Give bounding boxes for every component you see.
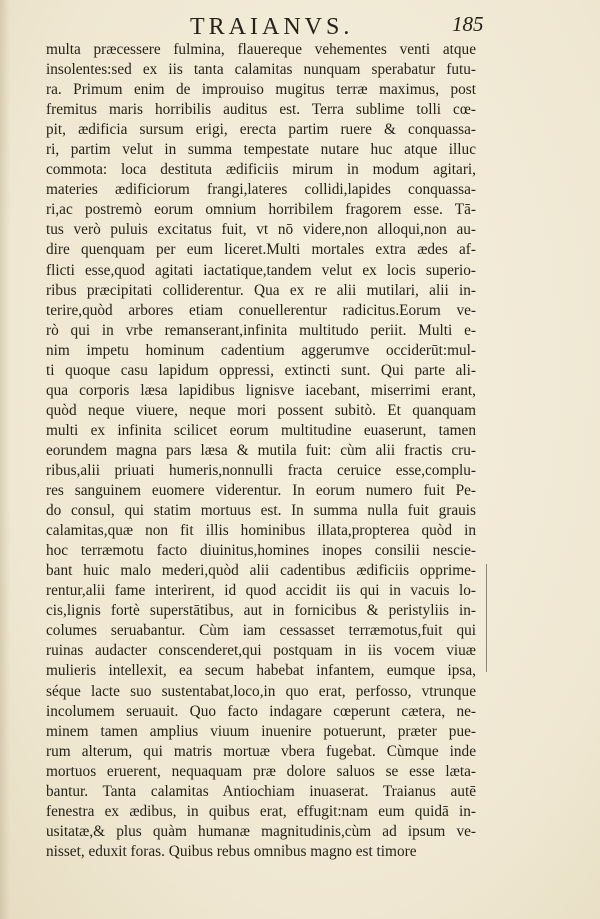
text-line: rum alterum, qui matris mortuæ vbera fugebat. Cùmque inde	[46, 742, 476, 760]
text-line: calamitas,quæ non fit illis hominibus illata,propterea quòd in	[46, 522, 476, 540]
text-line: séque lacte suo sustentabat,loco,in quo erat, perfosso, vtrunque	[46, 682, 476, 700]
text-line: ribus præcipitati colliderentur. Qua ex re alii mutilari, alii in-	[46, 281, 476, 299]
body-text	[46, 40, 476, 862]
text-line: dire quenquam per eum liceret.Multi mortales extra ædes af-	[46, 241, 476, 259]
text-line: fremitus maris horribilis auditus est. Terra sublime tolli cœ-	[46, 101, 476, 119]
text-line: minem tamen amplius viuum inuenire potuerunt, præter pue-	[46, 722, 476, 740]
text-line: nisset, eduxit foras. Quibus rebus omnibus magno est timore	[46, 842, 417, 860]
text-line: nim impetu hominum cadentium aggerumve occiderūt:mul-	[46, 341, 476, 359]
text-line: bant huic malo mederi,quòd alii cadentibus ædificiis opprime-	[46, 562, 476, 580]
text-line: ti quoque casu lapidum oppressi, extincti sunt. Qui parte ali-	[46, 361, 476, 379]
page-header	[0, 10, 600, 44]
text-line: hoc terræmotu facto diuinitus,homines inopes consilii nescie-	[46, 542, 476, 560]
text-line: usitatæ,& plus quàm humanæ magnitudinis,cùm ad ipsum ve-	[46, 822, 476, 840]
text-line: bantur. Tanta calamitas Antiochiam inuaserat. Traianus autē	[46, 782, 476, 800]
text-line: fenestra ex ædibus, in quibus erat, effugit:nam eum quidā in-	[46, 802, 476, 820]
text-line: quòd neque viuere, neque mori possent subitò. Et quanquam	[46, 401, 476, 419]
text-line: ri,ac postremò eorum omnium horribilem fragorem esse. Tā-	[46, 201, 476, 219]
text-line: materies ædificiorum frangi,lateres collidi,lapides conquassa-	[46, 181, 476, 199]
text-line: pit, ædificia sursum erigi, erecta partim ruere & conquassa-	[46, 121, 476, 139]
text-line: ra. Primum enim de improuiso mugitus terræ maximus, post	[46, 81, 476, 99]
text-line: multi ex infinita scilicet eorum multitudine euaserunt, tamen	[46, 421, 476, 439]
text-line: ruinas audacter conscenderet,qui postquam in iis vocem viuæ	[46, 642, 476, 660]
text-line: mortuos eruerent, nequaquam præ dolore saluos se esse læta-	[46, 762, 476, 780]
text-line: ribus,alii priuati humeris,nonnulli fracta ceruice esse,complu-	[46, 461, 476, 479]
text-line: mulieris intellexit, ea secum habebat infantem, eumque ipsa,	[46, 662, 476, 680]
text-line: multa præcessere fulmina, flauereque vehementes venti atque	[46, 41, 476, 58]
text-line: incolumem seruauit. Quo facto indagare cœperunt cætera, ne-	[46, 702, 476, 720]
text-line: do consul, qui statim mortuus est. In summa nulla fuit grauis	[46, 502, 476, 520]
text-line: qua corporis læsa lapidibus lignisve iacebant, miserrimi erant,	[46, 381, 476, 399]
text-line: rò qui in vrbe remanserant,infinita multitudo periit. Multi e-	[46, 321, 476, 339]
text-line: tus verò puluis excitatus fuit, vt nō videre,non alloqui,non au-	[46, 221, 476, 239]
margin-mark	[480, 564, 487, 672]
text-line: commota: loca destituta ædificiis mirum in modum agitari,	[46, 161, 476, 179]
gutter-shadow	[0, 0, 10, 919]
page-number: 185	[452, 12, 484, 36]
text-line: flicti esse,quod agitati iactatique,tandem velut ex locis superio-	[46, 261, 476, 279]
running-title: TRAIANVS.	[190, 14, 354, 40]
text-line: rentur,alii fame interirent, id quod accidit iis qui in vacuis lo-	[46, 582, 476, 600]
text-line: res sanguinem euomere viderentur. In eorum numero fuit Pe-	[46, 482, 476, 500]
text-line: columes seruabantur. Cùm iam cessasset terræmotus,fuit qui	[46, 622, 476, 640]
text-line: terire,quòd arbores etiam conuellerentur radicitus.Eorum ve-	[46, 301, 476, 319]
text-line: insolentes:sed ex iis tanta calamitas nunquam sperabatur futu-	[46, 61, 476, 79]
text-line: eorundem magna pars læsa & mutila fuit: cùm alii fractis cru-	[46, 441, 476, 459]
text-line: cis,lignis fortè superstātibus, aut in fornicibus & peristyliis in-	[46, 602, 476, 620]
text-line: ri, partim velut in summa tempestate nutare huc atque illuc	[46, 141, 476, 159]
